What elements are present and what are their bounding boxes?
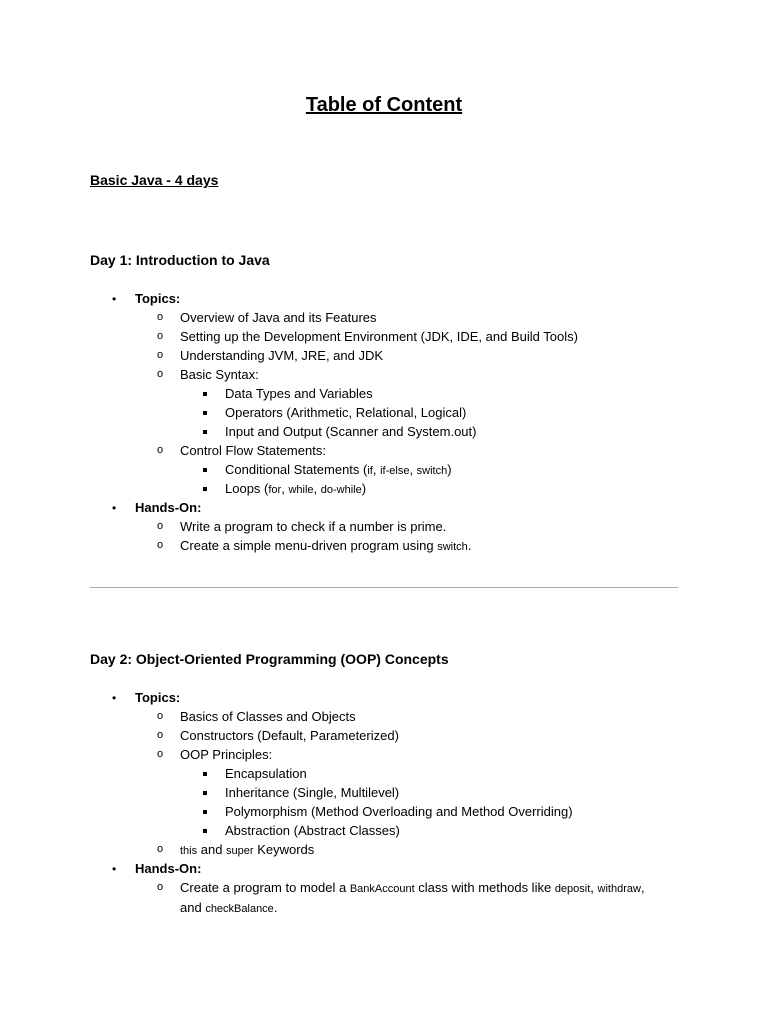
day2-topic-item: Constructors (Default, Parameterized) [180,728,399,743]
day2-handson-item: Create a program to model a BankAccount class with methods like deposit, withdraw, [180,880,645,895]
bullet-disc: • [112,691,117,705]
bullet-circle: o [157,881,164,893]
day2-handson-label: Hands-On: [135,861,202,876]
control-flow-label: Control Flow Statements: [180,443,326,458]
day1-topic-item: Overview of Java and its Features [180,310,377,325]
oop-item: Inheritance (Single, Multilevel) [225,785,400,800]
keywords-item: this and super Keywords [180,842,315,857]
bullet-square [203,822,211,840]
syntax-item: Data Types and Variables [225,386,373,401]
day2-heading: Day 2: Object-Oriented Programming (OOP) Concepts [90,651,449,667]
document-title: Table of Content [305,94,463,116]
conditional-statements-item: Conditional Statements (if, if-else, switch) [225,462,452,477]
bullet-circle: o [157,520,164,532]
section-divider [90,587,678,588]
day1-topic-item: Setting up the Development Environment (JDK, IDE, and Build Tools) [180,329,578,344]
day2-topic-item: Basics of Classes and Objects [180,709,356,724]
bullet-circle: o [157,710,164,722]
bullet-circle: o [157,368,164,380]
bullet-circle: o [157,729,164,741]
bullet-circle: o [157,349,164,361]
day1-topic-item: Understanding JVM, JRE, and JDK [180,348,384,363]
syntax-item: Operators (Arithmetic, Relational, Logical) [225,405,467,420]
syntax-item: Input and Output (Scanner and System.out) [225,424,477,439]
day2-handson-item-continued: and checkBalance. [180,900,278,915]
bullet-circle: o [157,843,164,855]
bullet-square [203,404,211,422]
bullet-disc: • [112,862,117,876]
bullet-circle: o [157,330,164,342]
day2-topic-item: OOP Principles: [180,747,273,762]
bullet-square [203,385,211,403]
bullet-square [203,765,211,783]
day1-handson-label: Hands-On: [135,500,202,515]
bullet-circle: o [157,311,164,323]
day1-heading: Day 1: Introduction to Java [90,252,270,268]
bullet-square [203,423,211,441]
oop-item: Polymorphism (Method Overloading and Method Overriding) [225,804,573,819]
bullet-square [203,784,211,802]
day1-topic-item: Basic Syntax: [180,367,259,382]
bullet-circle: o [157,539,164,551]
bullet-circle: o [157,444,164,456]
bullet-circle: o [157,748,164,760]
bullet-square [203,461,211,479]
bullet-square [203,803,211,821]
day1-handson-item: Write a program to check if a number is prime. [180,519,447,534]
day1-topics-label: Topics: [135,291,181,306]
oop-item: Abstraction (Abstract Classes) [225,823,400,838]
day1-handson-item: Create a simple menu-driven program using switch. [180,538,472,553]
oop-item: Encapsulation [225,766,307,781]
bullet-disc: • [112,292,117,306]
day2-topics-label: Topics: [135,690,181,705]
bullet-square [203,480,211,498]
course-heading: Basic Java - 4 days [90,172,219,188]
bullet-disc: • [112,501,117,515]
loops-item: Loops (for, while, do-while) [225,481,367,496]
